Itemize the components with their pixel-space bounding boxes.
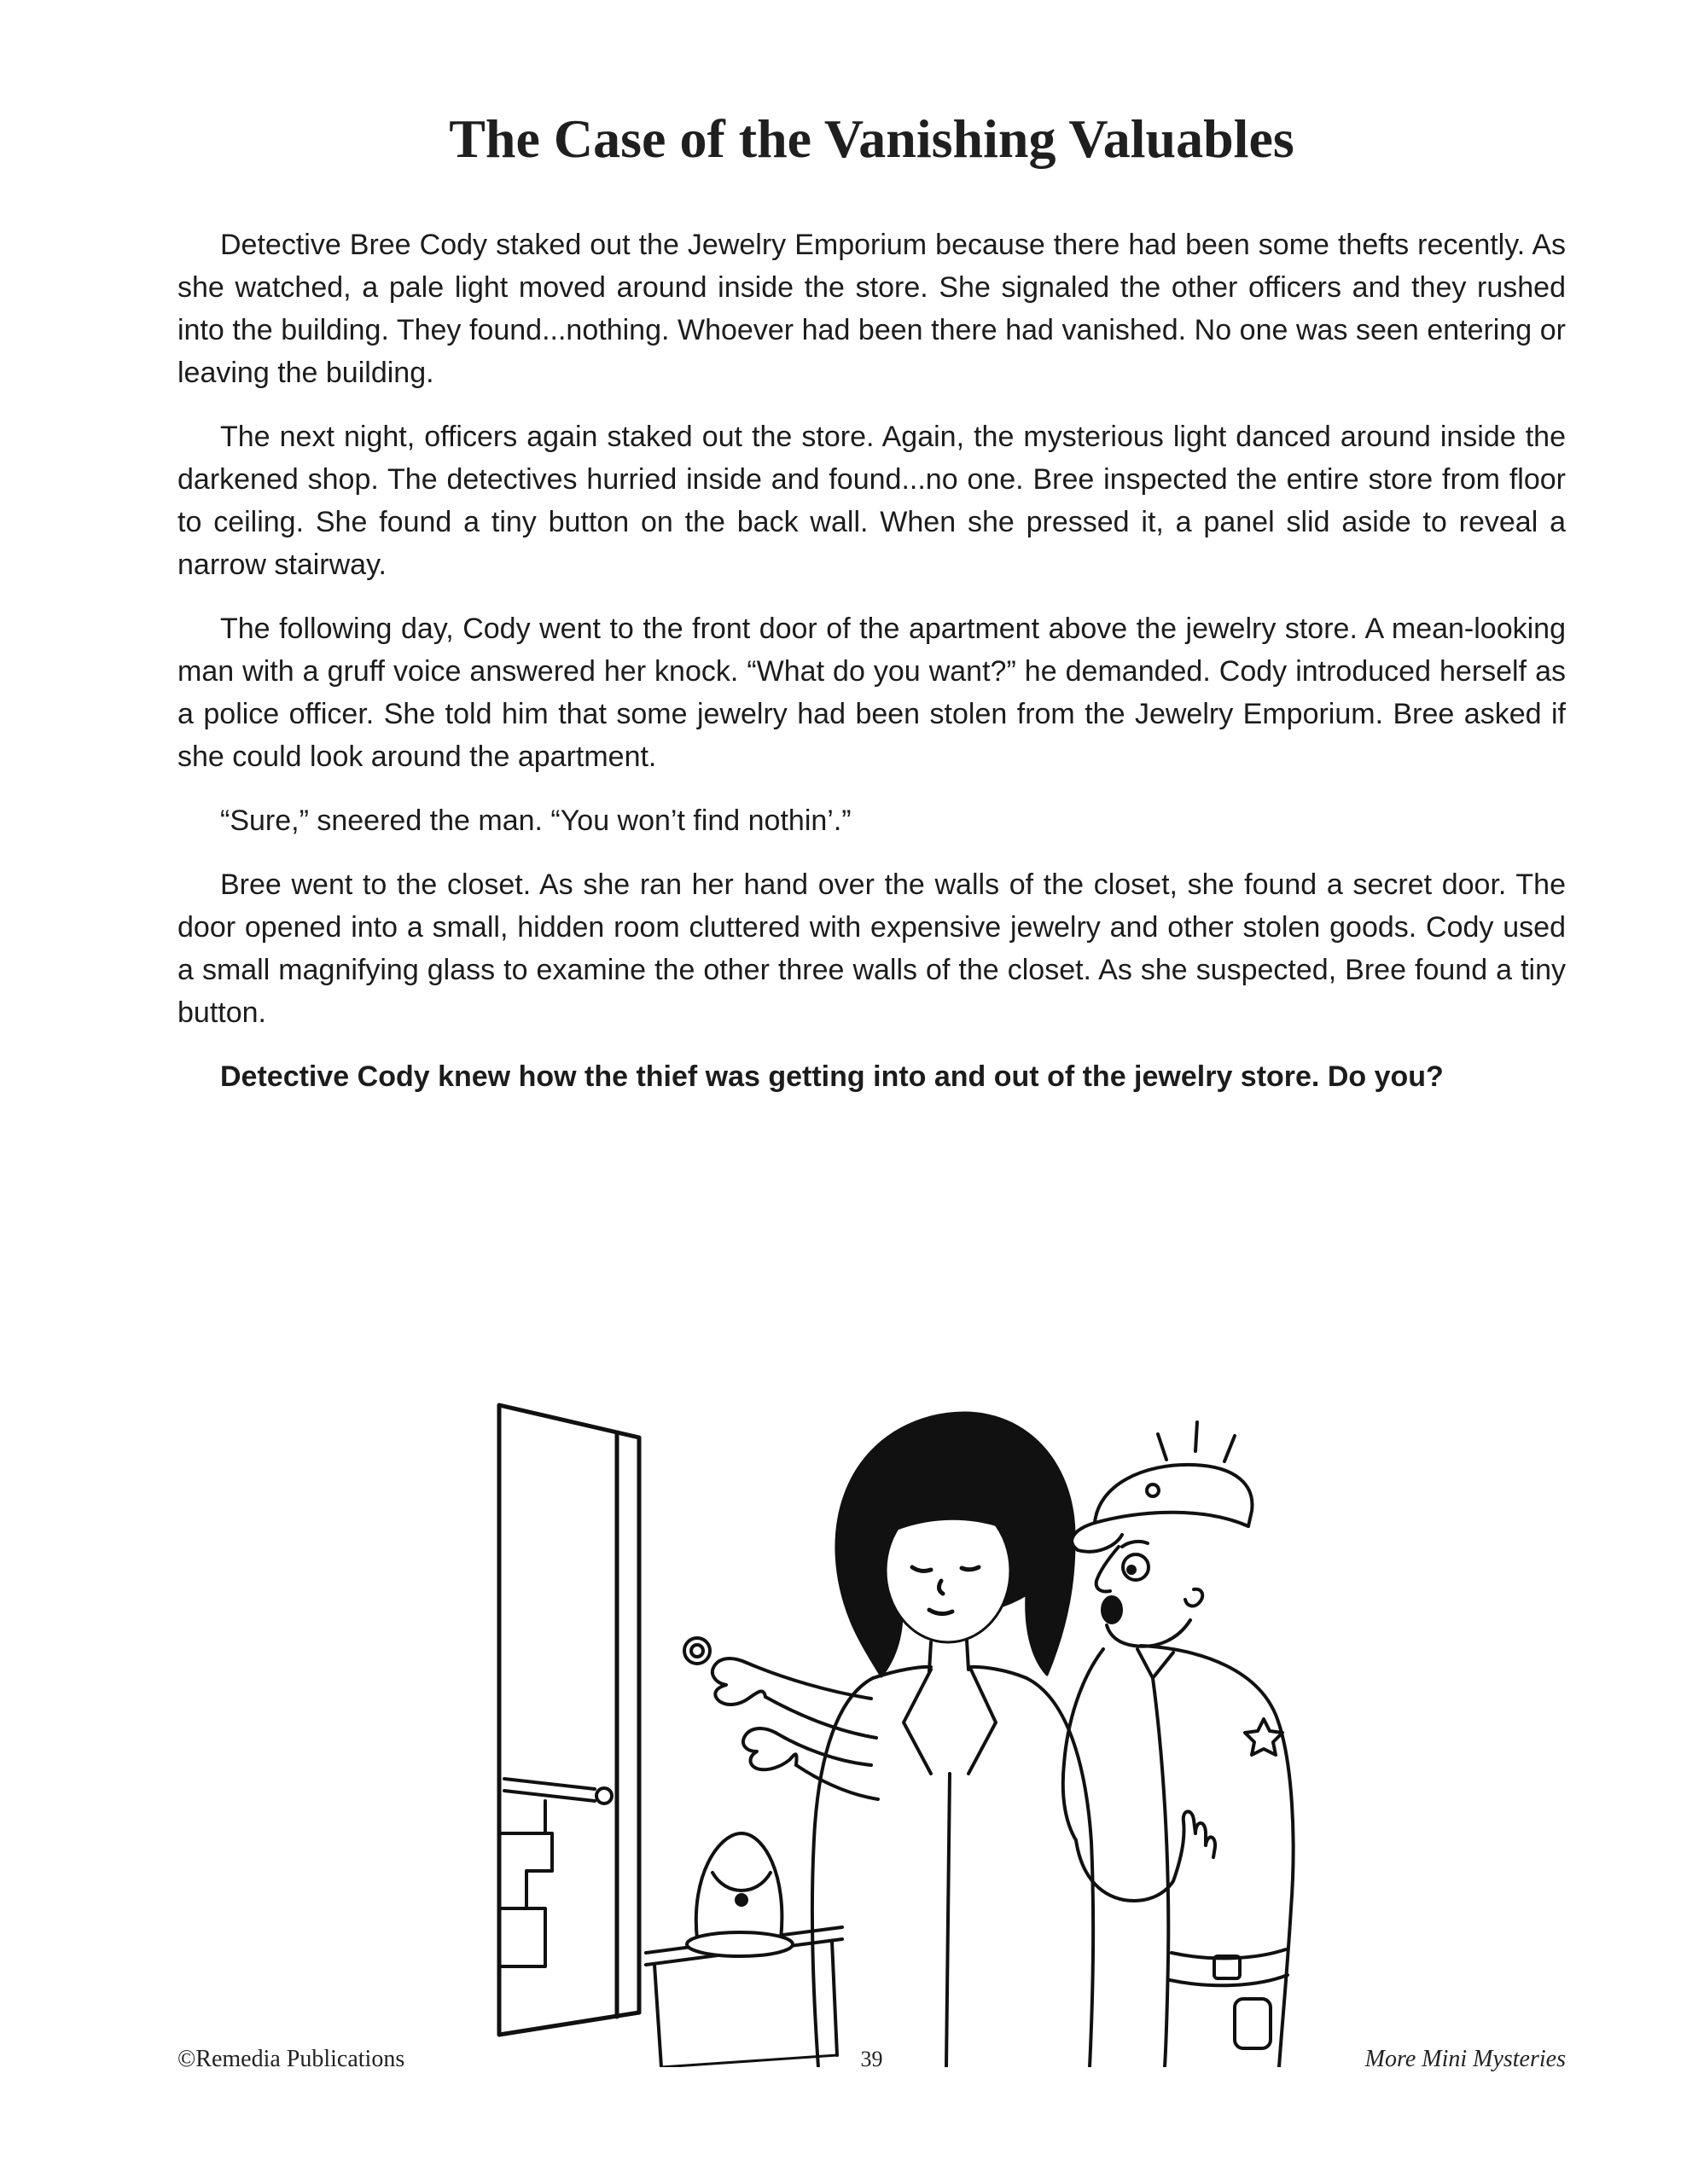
footer-publisher: ©Remedia Publications xyxy=(177,2046,405,2072)
story-paragraph-5: Bree went to the closet. As she ran her hand over the walls of the closet, she found a secret door. The door opened into a small, hidden room cluttered with expensive jewelry and other stolen goods. Cody used a small magnifying glass to examine the other three walls of the closet. As she suspected, Bree found a tiny button. xyxy=(177,868,1566,1030)
story-text xyxy=(177,224,1566,1098)
story-paragraph-3: The following day, Cody went to the front door of the apartment above the jewelry store. A mean-looking man with a gruff voice answered her knock. “What do you want?” he demanded. Cody introduced herself as a police officer. She told him that some jewelry had been stolen from the Jewelry Emporium. Bree asked if she could look around the apartment. xyxy=(177,613,1566,774)
story-paragraph-4: “Sure,” sneered the man. “You won’t find nothin’.” xyxy=(220,804,852,838)
ring xyxy=(684,1638,710,1664)
story-illustration xyxy=(470,1397,1302,2067)
page-footer xyxy=(177,2046,1566,2073)
badge-star-icon xyxy=(1245,1719,1282,1755)
police-officer xyxy=(1063,1422,1294,2067)
detective-woman xyxy=(684,1413,1093,2067)
footer-book-title: More Mini Mysteries xyxy=(1364,2046,1566,2072)
story-paragraph-2: The next night, officers again staked out the store. Again, the mysterious light danced around inside the darkened shop. The detectives hurried inside and found...no one. Bree inspected the entire store from floor to ceiling. She found a tiny button on the back wall. When she pressed it, a panel slid aside to reveal a narrow stairway. xyxy=(177,421,1566,582)
necklace-display-bust xyxy=(687,1833,793,1956)
line-art-drawing xyxy=(470,1397,1302,2067)
footer-page-number: 39 xyxy=(860,2047,883,2071)
open-door xyxy=(499,1405,639,2035)
story-paragraph-1: Detective Bree Cody staked out the Jewelry Emporium because there had been some thefts recently. As she watched, a pale light moved around inside the store. She signaled the other officers and they rushed into the building. They found...nothing. Whoever had been there had vanished. No one was seen entering or leaving the building. xyxy=(177,229,1566,390)
question-paragraph: Detective Cody knew how the thief was getting into and out of the jewelry store. Do you? xyxy=(220,1060,1444,1094)
page-title: The Case of the Vanishing Valuables xyxy=(449,108,1294,169)
